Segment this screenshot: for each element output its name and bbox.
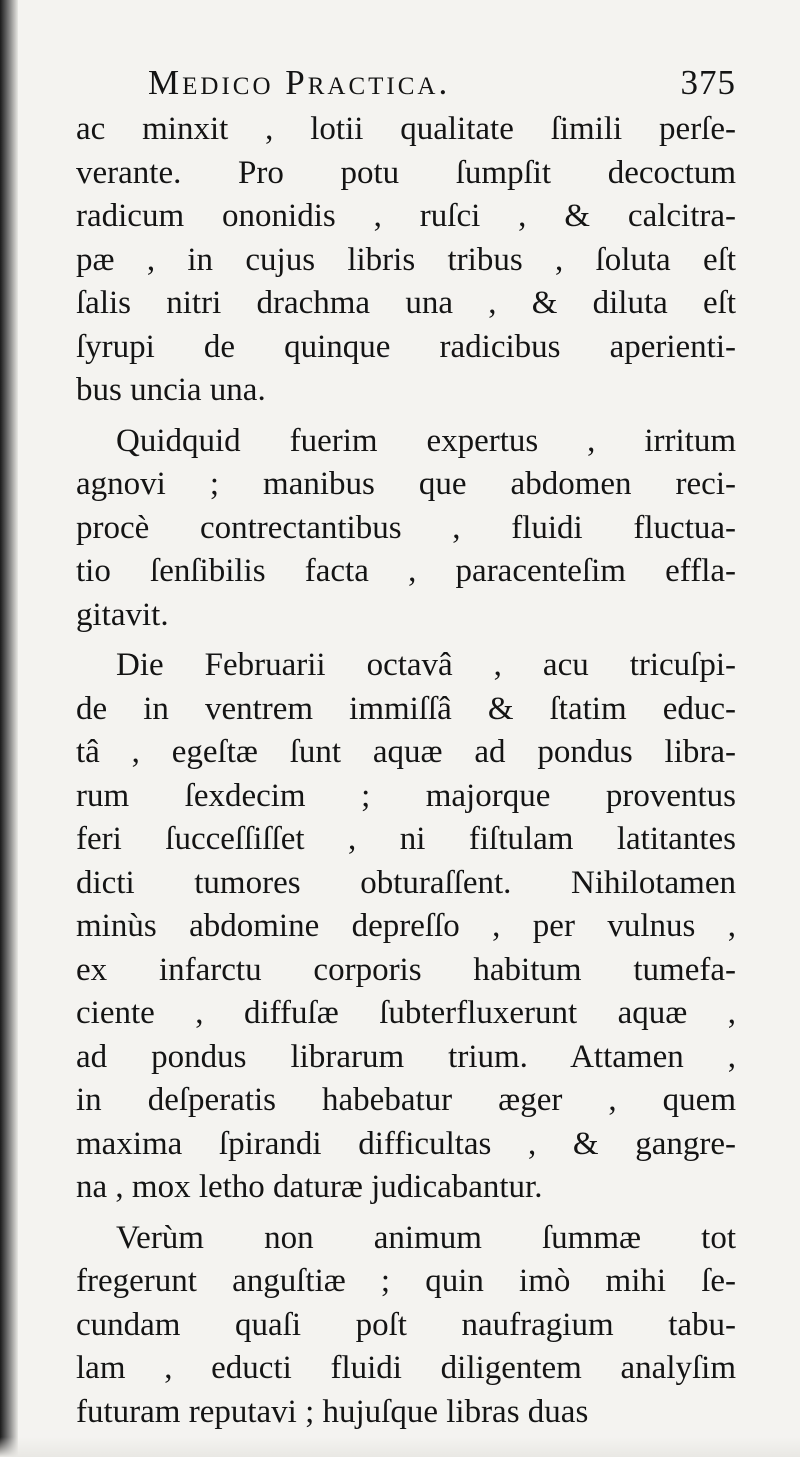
text-line: procè contrectantibus , fluidi fluctua-: [76, 509, 736, 546]
text-line: dicti tumores obturaſſent. Nihilotamen: [76, 864, 736, 901]
page-text-block: [76, 58, 736, 1434]
body-text: [76, 108, 736, 1434]
text-line: na , mox letho daturæ judicabantur.: [76, 1169, 543, 1205]
paragraph: [76, 1217, 736, 1435]
running-header: [76, 58, 736, 108]
text-line: tio ſenſibilis facta , paracenteſim effla-: [76, 553, 736, 589]
text-line: lam , educti fluidi diligentem analyſim: [76, 1350, 736, 1386]
text-line: ſalis nitri drachma una , & diluta eſt: [76, 285, 736, 321]
text-line: tâ , egeſtæ ſunt aquæ ad pondus libra-: [76, 734, 736, 770]
binding-shadow: [0, 0, 18, 1457]
page-bottom-edge: [0, 1437, 800, 1457]
text-line: rum ſexdecim ; majorque proventus: [76, 777, 736, 814]
text-line: feri ſucceſſiſſet , ni fiſtulam latitantes: [76, 821, 736, 857]
text-line: ſyrupi de quinque radicibus aperienti-: [76, 328, 736, 365]
running-header-title: Medico Practica.: [148, 63, 451, 102]
text-line: de in ventrem immiſſâ & ſtatim educ-: [76, 690, 736, 727]
paragraph: [76, 420, 736, 638]
text-line: ex infarctu corporis habitum tumefa-: [76, 951, 736, 988]
text-line: minùs abdomine depreſſo , per vulnus ,: [76, 908, 736, 944]
text-line: agnovi ; manibus que abdomen reci-: [76, 466, 736, 502]
paragraph: [76, 644, 736, 1210]
text-line: radicum ononidis , ruſci , & calcitra-: [76, 198, 736, 234]
text-line: pæ , in cujus libris tribus , ſoluta eſt: [76, 241, 736, 278]
text-line: verante. Pro potu ſumpſit decoctum: [76, 154, 736, 191]
text-line: ac minxit , lotii qualitate ſimili perſe-: [76, 111, 736, 147]
text-line: gitavit.: [76, 596, 169, 633]
paragraph: [76, 108, 736, 413]
text-line: ciente , diffuſæ ſubterfluxerunt aquæ ,: [76, 995, 736, 1031]
text-line: maxima ſpirandi difficultas , & gangre-: [76, 1125, 736, 1162]
text-line: Die Februarii octavâ , acu tricuſpi-: [116, 647, 736, 683]
text-line: bus uncia una.: [76, 372, 266, 408]
text-line: Verùm non animum ſummæ tot: [116, 1219, 736, 1256]
text-line: futuram reputavi ; hujuſque libras duas: [76, 1393, 589, 1430]
text-line: ad pondus librarum trium. Attamen ,: [76, 1038, 736, 1075]
text-line: cundam quaſi poſt naufragium tabu-: [76, 1306, 736, 1343]
text-line: Quidquid fuerim expertus , irritum: [116, 422, 736, 459]
text-line: in deſperatis habebatur æger , quem: [76, 1082, 736, 1118]
page-number: 375: [680, 63, 736, 102]
text-line: fregerunt anguſtiæ ; quin imò mihi ſe-: [76, 1263, 736, 1299]
